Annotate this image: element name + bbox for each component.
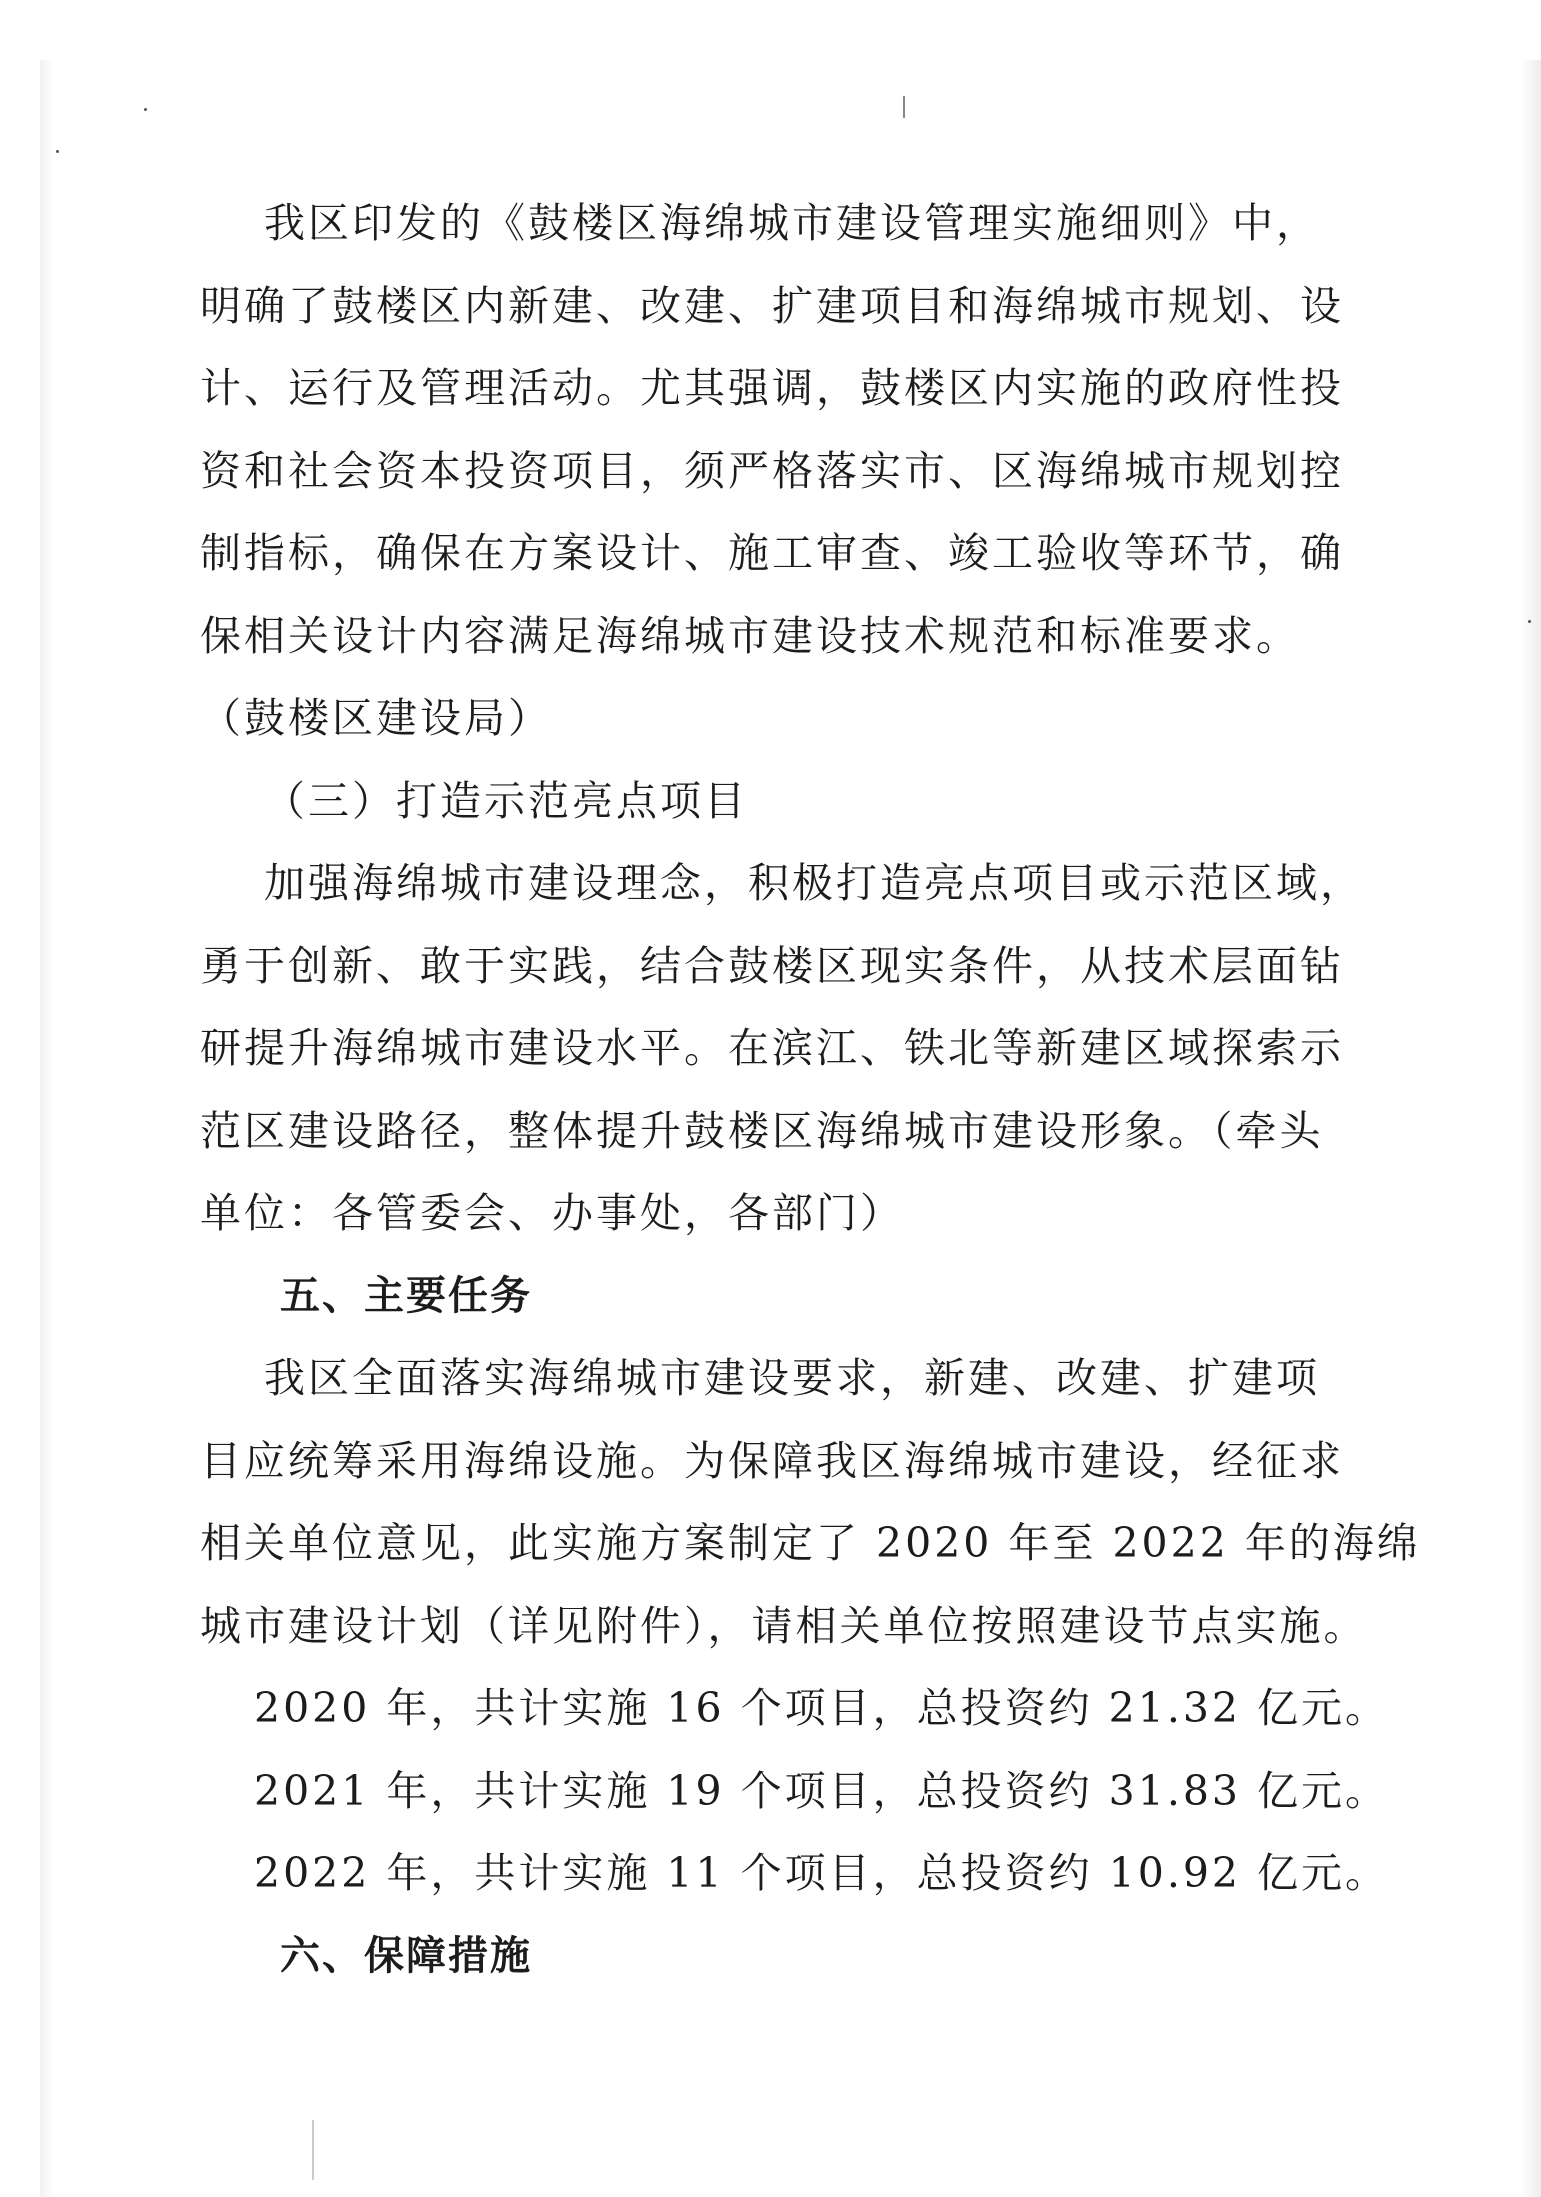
year-summary-line: 2021 年，共计实施 19 个项目，总投资约 31.83 亿元。 [254, 1766, 1390, 1815]
paragraph-line: 保相关设计内容满足海绵城市建设技术规范和标准要求。 [200, 611, 1300, 660]
paragraph-line: 我区印发的《鼓楼区海绵城市建设管理实施细则》中， [264, 199, 1320, 247]
paragraph-line: 目应统筹采用海绵设施。为保障我区海绵城市建设，经征求 [200, 1436, 1344, 1485]
paragraph-line: 资和社会资本投资项目，须严格落实市、区海绵城市规划控 [200, 446, 1344, 495]
paragraph-line: 勇于创新、敢于实践，结合鼓楼区现实条件，从技术层面钻 [200, 941, 1344, 990]
paragraph-line: 单位：各管委会、办事处，各部门） [200, 1189, 904, 1237]
year-summary-line: 2020 年，共计实施 16 个项目，总投资约 21.32 亿元。 [254, 1684, 1390, 1732]
paragraph-line: 加强海绵城市建设理念，积极打造亮点项目或示范区域， [264, 859, 1364, 907]
scan-mark [903, 96, 905, 118]
body-text [200, 182, 1421, 1997]
section-heading: 六、保障措施 [280, 1932, 532, 1979]
paragraph-line: 计、运行及管理活动。尤其强调，鼓楼区内实施的政府性投 [200, 364, 1344, 412]
scan-speck [144, 108, 147, 111]
subsection-title: （三）打造示范亮点项目 [264, 776, 748, 825]
scan-mark [312, 2120, 314, 2180]
section-heading: 五、主要任务 [280, 1272, 532, 1319]
paragraph-line: 研提升海绵城市建设水平。在滨江、铁北等新建区域探索示 [200, 1024, 1344, 1072]
paragraph-line: 我区全面落实海绵城市建设要求，新建、改建、扩建项 [264, 1354, 1320, 1402]
scan-shadow-right [1519, 60, 1541, 2197]
paragraph-line: （鼓楼区建设局） [200, 694, 552, 742]
paragraph-line: 相关单位意见，此实施方案制定了 2020 年至 2022 年的海绵 [200, 1519, 1421, 1567]
scan-speck [56, 150, 59, 153]
paragraph-line: 范区建设路径，整体提升鼓楼区海绵城市建设形象。（牵头 [200, 1106, 1324, 1155]
paragraph-line: 制指标，确保在方案设计、施工审查、竣工验收等环节，确 [200, 529, 1344, 577]
scan-speck [1528, 620, 1531, 623]
year-summary-line: 2022 年，共计实施 11 个项目，总投资约 10.92 亿元。 [254, 1849, 1390, 1897]
paragraph-line: 城市建设计划（详见附件），请相关单位按照建设节点实施。 [200, 1601, 1368, 1650]
scan-shadow-left [40, 60, 54, 2197]
paragraph-line: 明确了鼓楼区内新建、改建、扩建项目和海绵城市规划、设 [200, 281, 1344, 330]
